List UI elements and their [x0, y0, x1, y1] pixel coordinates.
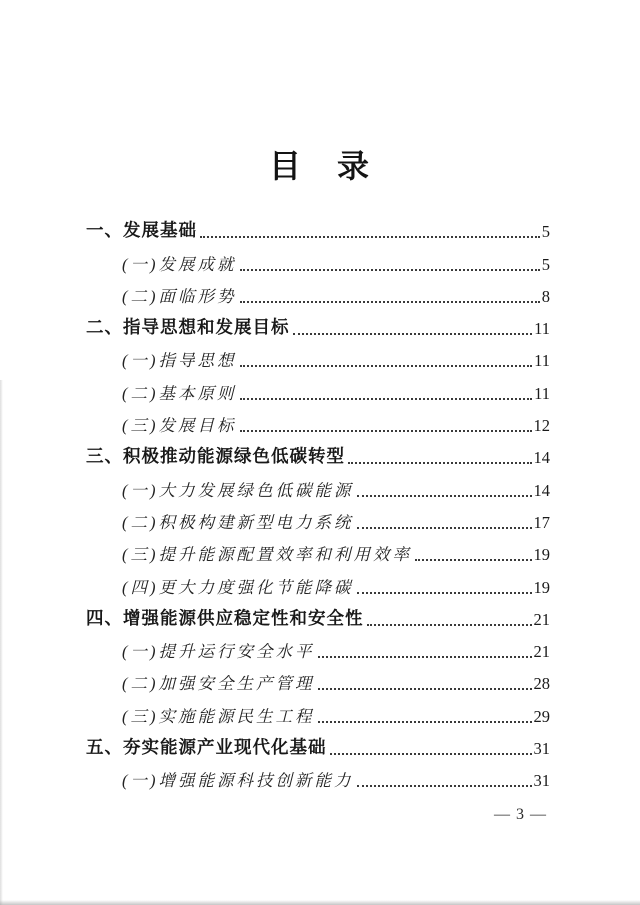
toc-entry: [86, 276, 550, 308]
toc-entry-label: 五、夯实能源产业现代化基础: [86, 737, 327, 758]
toc-dot-leader: [348, 462, 532, 464]
toc-entry-page: 11: [534, 319, 550, 339]
toc-entry-label: (一)发展成就: [122, 254, 237, 274]
toc-dot-leader: [367, 624, 532, 626]
toc-dot-leader: [357, 495, 532, 497]
page-title: 目 录: [268, 148, 371, 184]
toc-entry: [86, 760, 550, 792]
toc-entry: [86, 437, 550, 469]
toc-dot-leader: [357, 592, 532, 594]
toc-entry: [86, 566, 550, 598]
toc-entry: [86, 695, 550, 727]
page-number-footer: — 3 —: [494, 806, 547, 824]
toc-entry-page: 11: [534, 383, 550, 403]
toc-entry-label: (四)更大力度强化节能降碳: [122, 577, 354, 597]
scan-artifact-bottom-edge: [0, 900, 640, 905]
toc-entry: [86, 243, 550, 275]
toc-dot-leader: [240, 269, 540, 271]
toc-dot-leader: [240, 365, 533, 367]
toc-entry-label: (一)指导思想: [122, 351, 237, 371]
toc-entry: [86, 502, 550, 534]
toc-dot-leader: [293, 333, 533, 335]
toc-entry: [86, 372, 550, 404]
scan-artifact-left-edge: [0, 380, 3, 905]
toc-entry-label: 二、指导思想和发展目标: [86, 317, 290, 338]
toc-list: [86, 211, 550, 792]
toc-entry-label: (三)提升能源配置效率和利用效率: [122, 545, 412, 565]
toc-entry-label: (二)加强安全生产管理: [122, 674, 315, 694]
toc-entry-page: 5: [541, 222, 550, 242]
toc-dot-leader: [318, 721, 532, 723]
toc-entry: [86, 599, 550, 631]
toc-dot-leader: [357, 527, 532, 529]
toc-entry-page: 12: [533, 416, 550, 436]
toc-entry-label: (二)面临形势: [122, 286, 237, 306]
toc-entry-page: 14: [533, 480, 550, 500]
toc-entry-label: 四、增强能源供应稳定性和安全性: [86, 607, 364, 628]
toc-entry-label: 三、积极推动能源绿色低碳转型: [86, 446, 345, 467]
toc-entry-page: 8: [541, 286, 550, 306]
toc-dot-leader: [415, 559, 532, 561]
toc-entry-page: 19: [533, 577, 550, 597]
toc-dot-leader: [200, 236, 540, 238]
toc-entry-page: 29: [533, 706, 550, 726]
toc-entry-page: 11: [534, 351, 550, 371]
toc-dot-leader: [240, 430, 532, 432]
toc-dot-leader: [318, 656, 532, 658]
toc-entry: [86, 340, 550, 372]
toc-entry: [86, 631, 550, 663]
toc-entry-label: (一)增强能源科技创新能力: [122, 771, 354, 791]
toc-entry-label: (一)提升运行安全水平: [122, 642, 315, 662]
toc-entry: [86, 211, 550, 243]
toc-entry-label: (一)大力发展绿色低碳能源: [122, 480, 354, 500]
toc-entry-page: 21: [533, 609, 550, 629]
toc-entry-page: 19: [533, 545, 550, 565]
toc-dot-leader: [240, 398, 533, 400]
toc-entry: [86, 469, 550, 501]
toc-entry-page: 21: [533, 642, 550, 662]
toc-entry-page: 31: [533, 771, 550, 791]
toc-dot-leader: [318, 688, 532, 690]
toc-dot-leader: [357, 785, 532, 787]
toc-entry: [86, 308, 550, 340]
toc-dot-leader: [240, 301, 540, 303]
toc-entry-page: 31: [533, 739, 550, 759]
toc-entry-page: 28: [533, 674, 550, 694]
toc-entry: [86, 534, 550, 566]
toc-entry-label: (三)实施能源民生工程: [122, 706, 315, 726]
toc-entry-label: (二)积极构建新型电力系统: [122, 512, 354, 532]
toc-entry: [86, 405, 550, 437]
toc-entry-page: 14: [533, 448, 550, 468]
toc-dot-leader: [330, 753, 532, 755]
toc-entry-label: (三)发展目标: [122, 416, 237, 436]
toc-entry-page: 17: [533, 512, 550, 532]
toc-entry-page: 5: [541, 254, 550, 274]
toc-entry-label: 一、发展基础: [86, 220, 197, 241]
toc-entry-label: (二)基本原则: [122, 383, 237, 403]
toc-entry: [86, 728, 550, 760]
toc-entry: [86, 663, 550, 695]
